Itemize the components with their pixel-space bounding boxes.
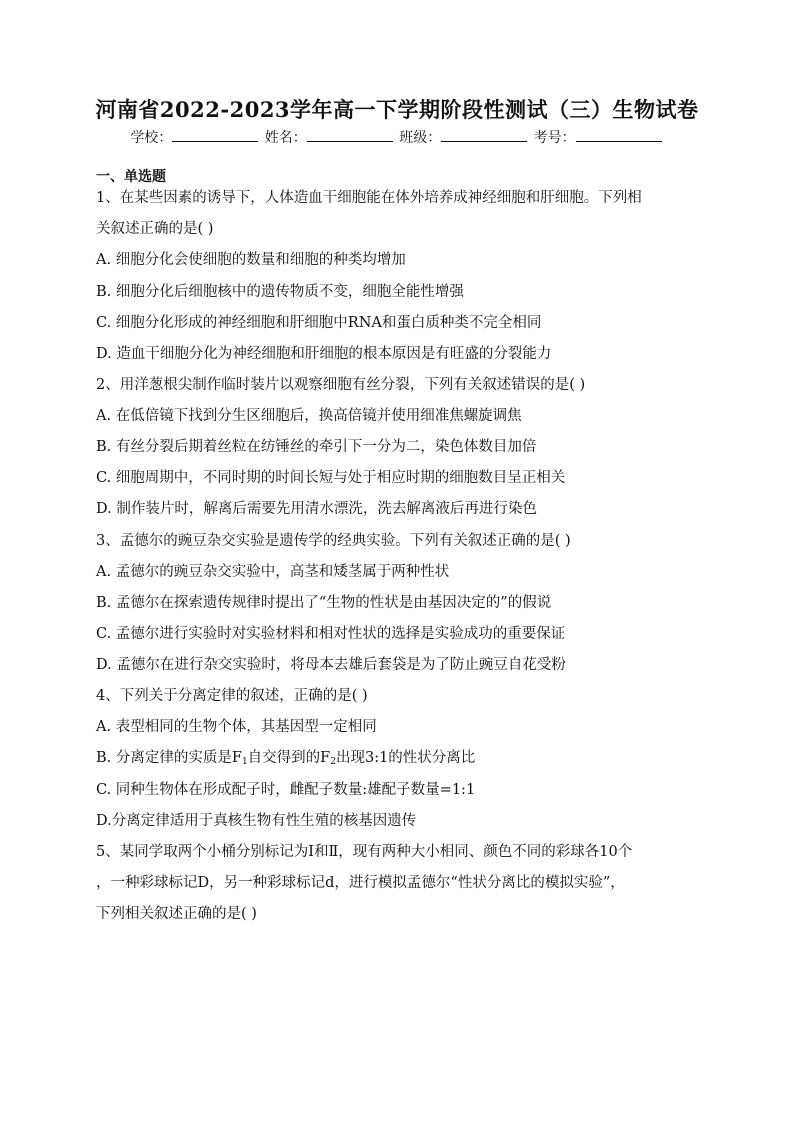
q1-option-b: B. 细胞分化后细胞核中的遗传物质不变，细胞全能性增强	[96, 284, 464, 300]
q4-option-d: D.分离定律适用于真核生物有性生殖的核基因遗传	[96, 813, 417, 829]
q1-option-c: C. 细胞分化形成的神经细胞和肝细胞中RNA和蛋白质种类不完全相同	[96, 315, 542, 331]
q4-option-a: A. 表型相同的生物个体，其基因型一定相同	[96, 719, 377, 735]
q3-stem: 3、孟德尔的豌豆杂交实验是遗传学的经典实验。下列有关叙述正确的是( )	[96, 533, 571, 549]
name-label: 姓名：	[264, 130, 307, 146]
school-label: 学校：	[130, 130, 173, 146]
q1-stem-line1: 1、在某些因素的诱导下，人体造血干细胞能在体外培养成神经细胞和肝细胞。下列相	[96, 190, 642, 206]
class-blank[interactable]	[441, 127, 527, 142]
q5-stem-line2: ，一种彩球标记D，另一种彩球标记d，进行模拟孟德尔“性状分离比的模拟实验”，	[96, 875, 625, 891]
class-label: 班级：	[399, 130, 442, 146]
q5-stem-line3: 下列相关叙述正确的是( )	[96, 906, 257, 922]
q4-option-b-text-2: 自交得到的F	[247, 750, 331, 766]
name-blank[interactable]	[307, 127, 393, 142]
school-blank[interactable]	[172, 127, 258, 142]
q4-option-b-subscript-2: 2	[330, 757, 336, 767]
q2-option-c: C. 细胞周期中，不同时期的时间长短与处于相应时期的细胞数目呈正相关	[96, 470, 566, 486]
q2-option-d: D. 制作装片时，解离后需要先用清水漂洗，洗去解离液后再进行染色	[96, 501, 537, 517]
q1-stem-line2: 关叙述正确的是( )	[96, 221, 214, 237]
q2-option-b: B. 有丝分裂后期着丝粒在纺锤丝的牵引下一分为二，染色体数目加倍	[96, 439, 537, 455]
section-heading: 一、单选题	[96, 169, 166, 185]
q3-option-b: B. 孟德尔在探索遗传规律时提出了“生物的性状是由基因决定的”的假说	[96, 595, 552, 611]
q2-stem: 2、用洋葱根尖制作临时装片以观察细胞有丝分裂，下列有关叙述错误的是( )	[96, 377, 586, 393]
exam-number-blank[interactable]	[576, 127, 662, 142]
q4-option-b-subscript-1: 1	[241, 757, 248, 767]
q3-option-d: D. 孟德尔在进行杂交实验时，将母本去雄后套袋是为了防止豌豆自花受粉	[96, 657, 566, 673]
q4-option-c: C. 同种生物体在形成配子时，雌配子数量:雄配子数量=1:1	[96, 782, 476, 798]
q2-option-a: A. 在低倍镜下找到分生区细胞后，换高倍镜并使用细准焦螺旋调焦	[96, 408, 522, 424]
exam-title: 河南省2022-2023学年高一下学期阶段性测试（三）生物试卷	[95, 97, 699, 122]
q3-option-a: A. 孟德尔的豌豆杂交实验中，高茎和矮茎属于两种性状	[96, 564, 450, 580]
exam-number-label: 考号：	[533, 130, 576, 146]
q4-stem: 4、下列关于分离定律的叙述，正确的是( )	[96, 688, 368, 704]
q3-option-c: C. 孟德尔进行实验时对实验材料和相对性状的选择是实验成功的重要保证	[96, 626, 566, 642]
q4-option-b	[96, 748, 475, 768]
q1-option-d: D. 造血干细胞分化为神经细胞和肝细胞的根本原因是有旺盛的分裂能力	[96, 346, 552, 362]
q4-option-b-text-1: B. 分离定律的实质是F	[96, 750, 242, 766]
q1-option-a: A. 细胞分化会使细胞的数量和细胞的种类均增加	[96, 252, 406, 268]
student-info-row	[0, 127, 794, 147]
q4-option-b-text-3: 出现3:1的性状分离比	[335, 750, 476, 766]
q5-stem-line1: 5、某同学取两个小桶分别标记为I和Ⅱ，现有两种大小相同、颜色不同的彩球各10个	[96, 844, 633, 860]
